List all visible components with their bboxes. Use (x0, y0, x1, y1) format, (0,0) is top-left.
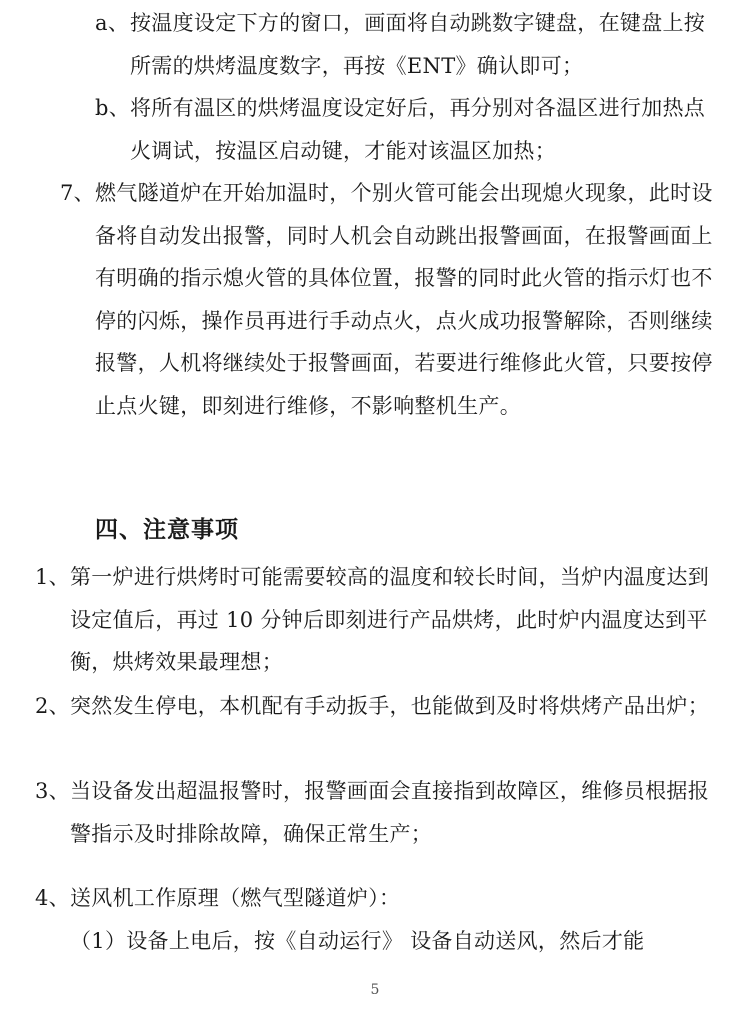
list-item-marker: 7、 (60, 181, 95, 205)
note-item-3 (35, 770, 720, 855)
sub-item-b (95, 87, 720, 172)
section-heading: 四、注意事项 (95, 516, 239, 543)
note-text: 当设备发出超温报警时，报警画面会直接指到故障区，维修员根据报警指示及时排除故障，确保正常生产； (70, 779, 709, 846)
note-text: 第一炉进行烘烤时可能需要较高的温度和较长时间，当炉内温度达到设定值后，再过 10 分钟后即刻进行产品烘烤，此时炉内温度达到平衡，烘烤效果最理想； (70, 565, 709, 674)
note-text: 送风机工作原理（燃气型隧道炉）： (70, 886, 401, 910)
list-item-7 (60, 172, 720, 427)
page-number: 5 (370, 982, 380, 998)
note-text: 突然发生停电，本机配有手动扳手，也能做到及时将烘烤产品出炉； (70, 694, 709, 718)
sub-item-text: 将所有温区的烘烤温度设定好后，再分别对各温区进行加热点火调试，按温区启动键，才能对该温区加热； (130, 96, 706, 163)
sub-point-1: （1）设备上电后，按《自动运行》 设备自动送风，然后才能 (70, 929, 645, 953)
note-marker: 4、 (35, 886, 70, 910)
sub-item-a (95, 2, 720, 87)
note-item-4 (35, 877, 720, 920)
sub-item-marker: a、 (95, 11, 130, 35)
list-item-text: 燃气隧道炉在开始加温时，个别火管可能会出现熄火现象，此时设备将自动发出报警，同时人机会自动跳出报警画面，在报警画面上有明确的指示熄火管的具体位置，报警的同时此火管的指示灯也不停的闪烁，操作员再进行手动点火，点火成功报警解除，否则继续报警，人机将继续处于报警画面，若要进行维修此火管，只要按停止点火键，即刻进行维修，不影响整机生产。 (95, 181, 713, 418)
sub-item-text: 按温度设定下方的窗口，画面将自动跳数字键盘，在键盘上按所需的烘烤温度数字，再按《ENT》确认即可； (130, 11, 706, 78)
note-item-1 (35, 556, 720, 684)
sub-item-marker: b、 (95, 96, 131, 120)
note-item-2 (35, 685, 720, 728)
note-marker: 3、 (35, 779, 70, 803)
note-marker: 2、 (35, 694, 70, 718)
note-marker: 1、 (35, 565, 70, 589)
